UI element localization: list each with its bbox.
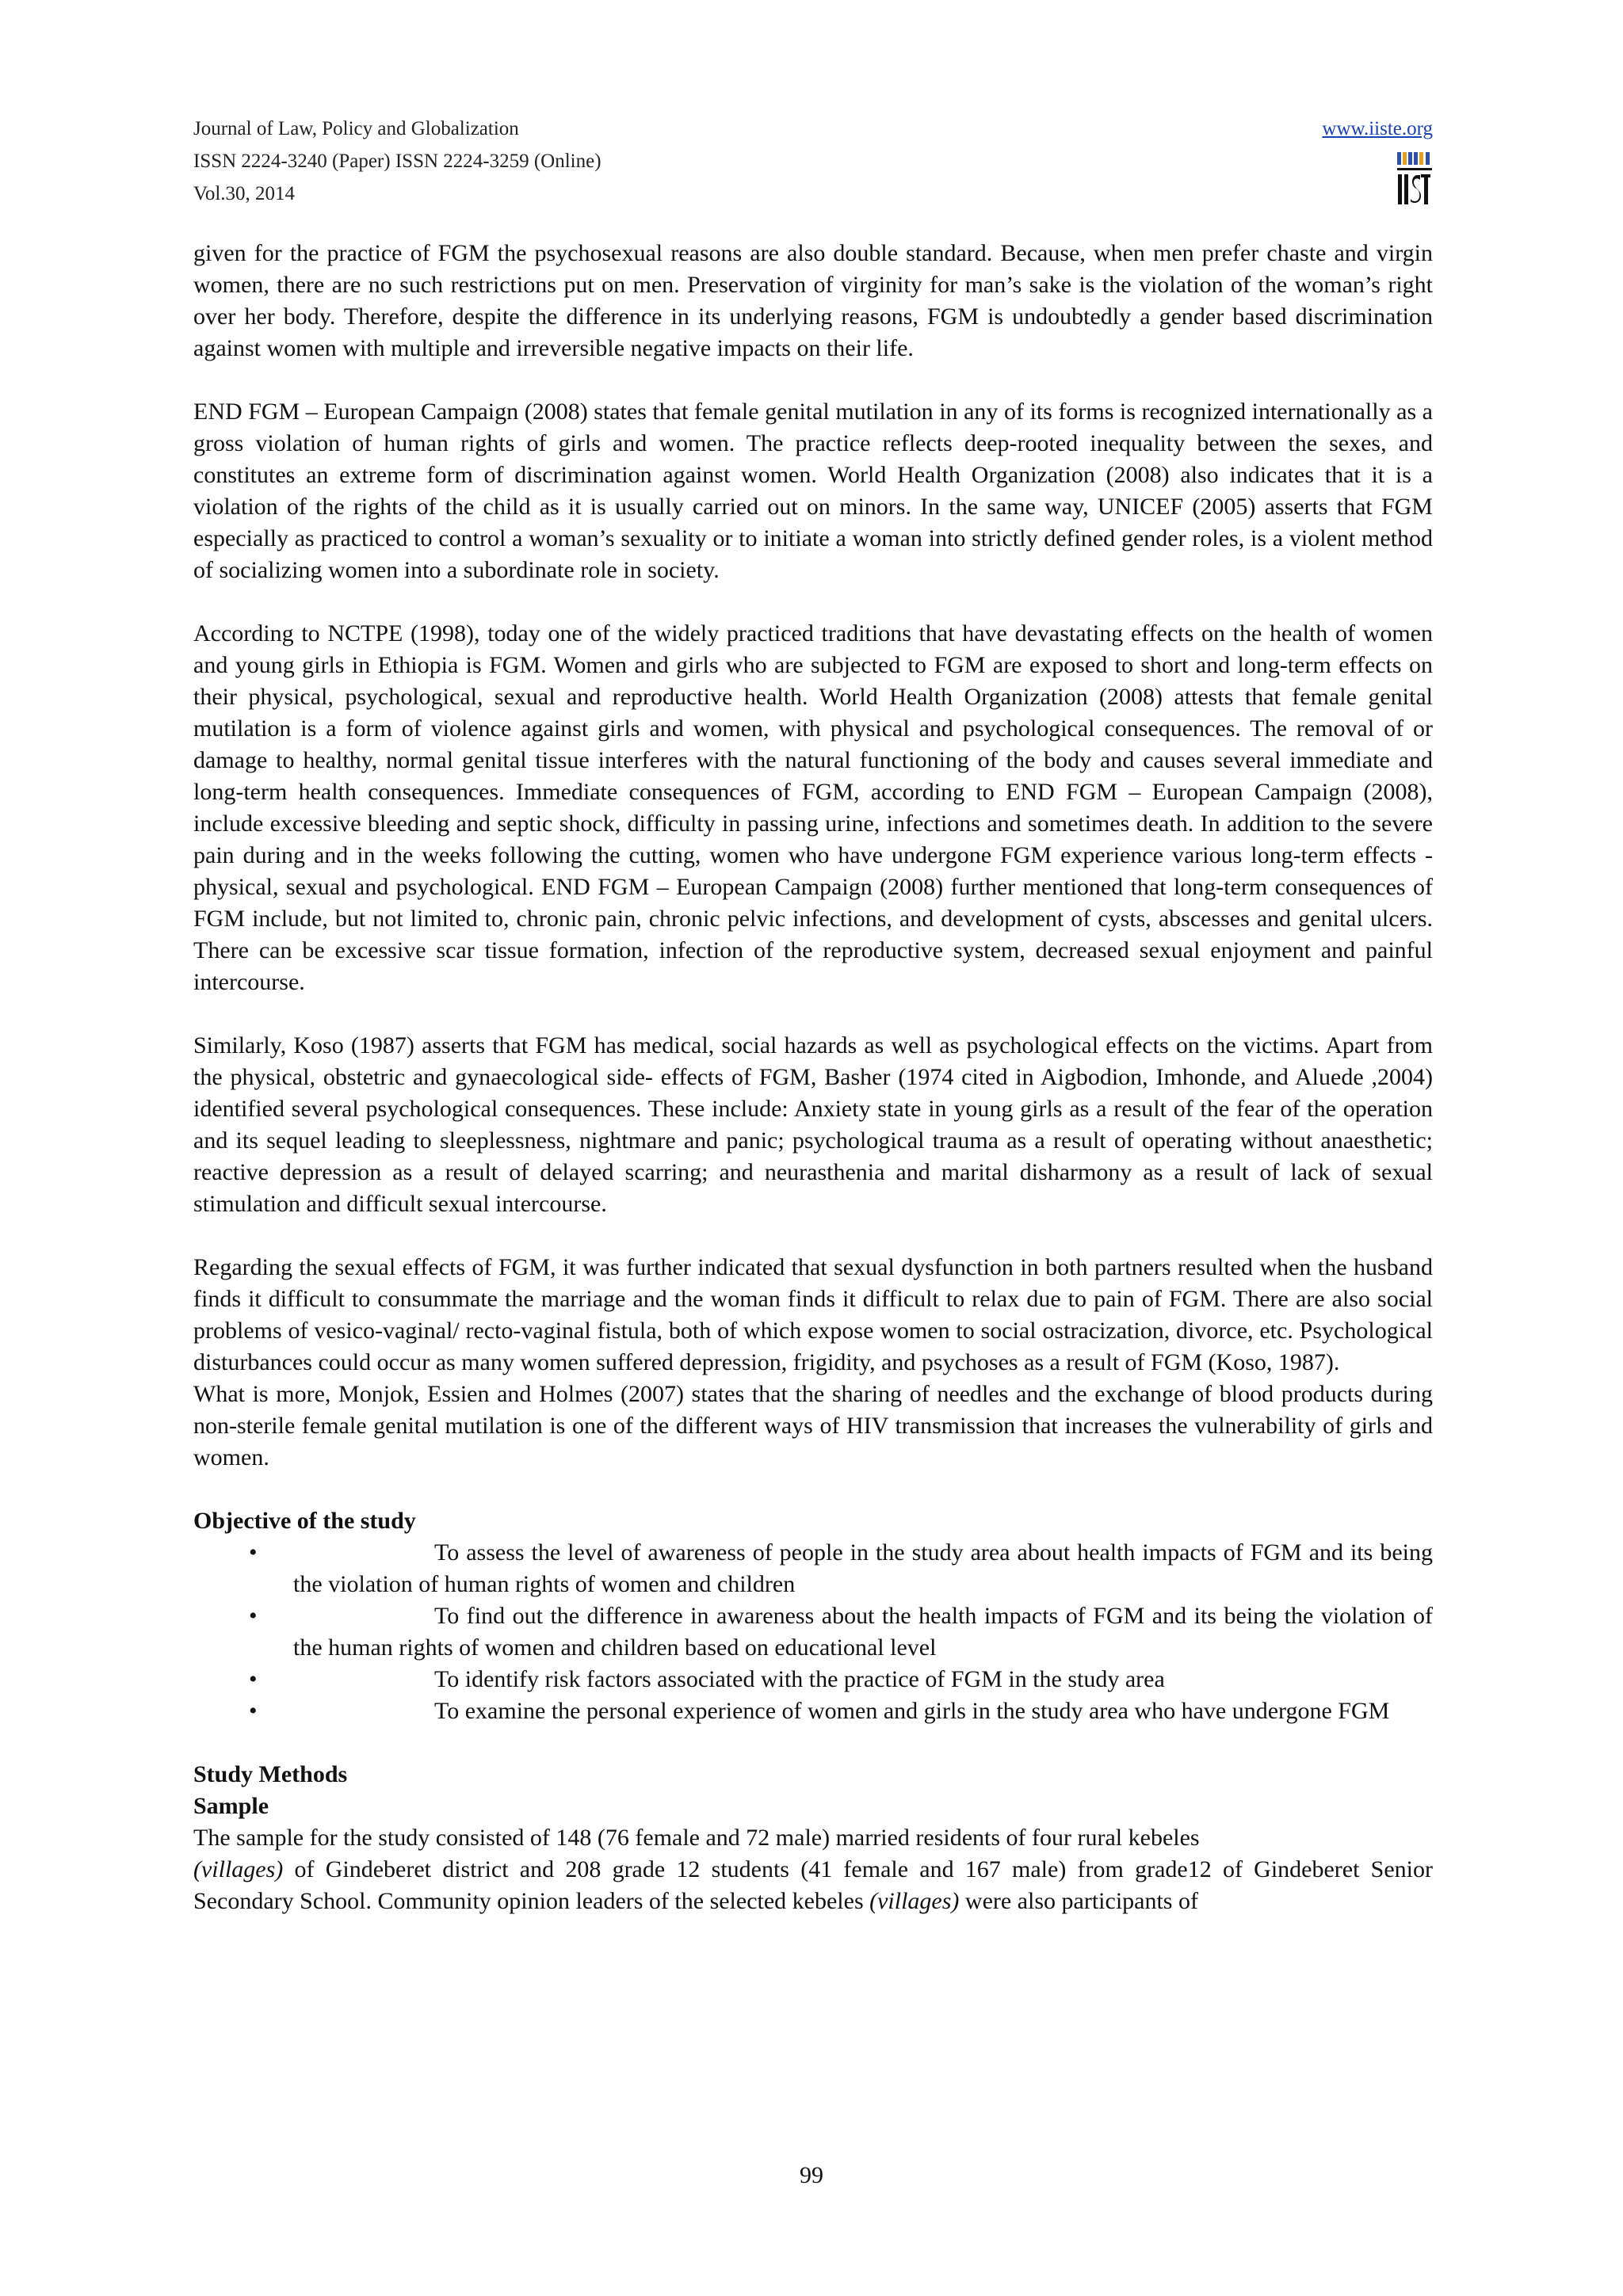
website-link[interactable]: www.iiste.org xyxy=(1322,118,1433,139)
paragraph: given for the practice of FGM the psychosexual reasons are also double standard. Because, when men prefer chaste and virgin women, there are no such restrictions put on men. Preservation of virginity for man’s sake is the violation of the woman’s right over her body. Therefore, despite the difference in its underlying reasons, FGM is undoubtedly a gender based discrimination against women with multiple and irreversible negative impacts on their life. xyxy=(193,240,1433,361)
list-item xyxy=(193,1695,1433,1727)
sample-text: were also participants of xyxy=(959,1888,1198,1914)
bullet-icon: • xyxy=(249,1666,258,1692)
list-item xyxy=(193,1537,1433,1600)
paragraph: Similarly, Koso (1987) asserts that FGM has medical, social hazards as well as psychological effects on the victims. Apart from the physical, obstetric and gynaecological side- effects of FGM, Basher (1974 cited in Aigbodion, Imhonde, and Aluede ,2004) identified several psychological consequences. These include: Anxiety state in young girls as a result of the fear of the operation and its sequel leading to sleeplessness, nightmare and panic; psychological trauma as a result of operating without anaesthetic; reactive depression as a result of delayed scarring; and neurasthenia and marital disharmony as a result of lack of sexual stimulation and difficult sexual intercourse. xyxy=(193,1032,1433,1217)
list-item xyxy=(193,1600,1433,1664)
journal-title: Journal of Law, Policy and Globalization xyxy=(193,118,519,139)
sample-italic: (villages) xyxy=(869,1888,960,1914)
objectives-list xyxy=(193,1537,1433,1727)
subsection-heading-sample: Sample xyxy=(193,1793,269,1819)
volume-line: Vol.30, 2014 xyxy=(193,183,296,204)
list-item-text: To find out the difference in awareness about the health impacts of FGM and its being the violation of the human rights of women and children based on educational level xyxy=(293,1603,1433,1661)
page-header xyxy=(193,113,1433,210)
paragraph: According to NCTPE (1998), today one of the widely practiced traditions that have devastating effects on the health of women and young girls in Ethiopia is FGM. Women and girls who are subjected to FGM are exposed to short and long-term effects on their physical, psychological, sexual and reproductive health. World Health Organization (2008) attests that female genital mutilation is a form of violence against girls and women, with physical and psychological consequences. The removal of or damage to healthy, normal genital tissue interferes with the natural functioning of the body and causes several immediate and long-term health consequences. Immediate consequences of FGM, according to END FGM – European Campaign (2008), include excessive bleeding and septic shock, difficulty in passing urine, infections and sometimes death. In addition to the severe pain during and in the weeks following the cutting, women who have undergone FGM experience various long-term effects - physical, sexual and psychological. END FGM – European Campaign (2008) further mentioned that long-term consequences of FGM include, but not limited to, chronic pain, chronic pelvic infections, and development of cysts, abscesses and genital ulcers. There can be excessive scar tissue formation, infection of the reproductive system, decreased sexual enjoyment and painful intercourse. xyxy=(193,620,1433,995)
section-heading-objectives: Objective of the study xyxy=(193,1508,416,1534)
iiste-logo xyxy=(1396,151,1433,208)
bullet-icon: • xyxy=(249,1698,258,1724)
list-item-text: To assess the level of awareness of people in the study area about health impacts of FGM and its being the violation of human rights of women and children xyxy=(293,1539,1433,1597)
sample-text: The sample for the study consisted of 148 (76 female and 72 male) married residents of four rural kebeles xyxy=(193,1825,1200,1851)
list-item-text: To examine the personal experience of women and girls in the study area who have undergone FGM xyxy=(434,1698,1390,1724)
page-number: 99 xyxy=(800,2162,823,2188)
issn-line: ISSN 2224-3240 (Paper) ISSN 2224-3259 (Online) xyxy=(193,151,601,172)
paragraph-sample xyxy=(193,1822,1433,1917)
article-body xyxy=(193,238,1433,1917)
paragraph: What is more, Monjok, Essien and Holmes (2007) states that the sharing of needles and the exchange of blood products during non-sterile female genital mutilation is one of the different ways of HIV transmission that increases the vulnerability of girls and women. xyxy=(193,1381,1433,1470)
list-item xyxy=(193,1664,1433,1695)
section-heading-methods: Study Methods xyxy=(193,1761,348,1787)
sample-italic: (villages) xyxy=(193,1856,284,1882)
bullet-icon: • xyxy=(249,1539,258,1566)
list-item-text: To identify risk factors associated with the practice of FGM in the study area xyxy=(434,1666,1165,1692)
sample-text: of Gindeberet district and 208 grade 12 students (41 female and 167 male) from grade12 of Gindeberet Senior Secondary School. Community opinion leaders of the selected kebeles xyxy=(193,1856,1433,1914)
paragraph: Regarding the sexual effects of FGM, it was further indicated that sexual dysfunction in both partners resulted when the husband finds it difficult to consummate the marriage and the woman finds it difficult to relax due to pain of FGM. There are also social problems of vesico-vaginal/ recto-vaginal fistula, both of which expose women to social ostracization, divorce, etc. Psychological disturbances could occur as many women suffered depression, frigidity, and psychoses as a result of FGM (Koso, 1987). xyxy=(193,1254,1433,1375)
paragraph: END FGM – European Campaign (2008) states that female genital mutilation in any of its forms is recognized internationally as a gross violation of human rights of girls and women. The practice reflects deep-rooted inequality between the sexes, and constitutes an extreme form of discrimination against women. World Health Organization (2008) also indicates that it is a violation of the rights of the child as it is usually carried out on minors. In the same way, UNICEF (2005) asserts that FGM especially as practiced to control a woman’s sexuality or to initiate a woman into strictly defined gender roles, is a violent method of socializing women into a subordinate role in society. xyxy=(193,399,1433,583)
bullet-icon: • xyxy=(249,1603,258,1629)
